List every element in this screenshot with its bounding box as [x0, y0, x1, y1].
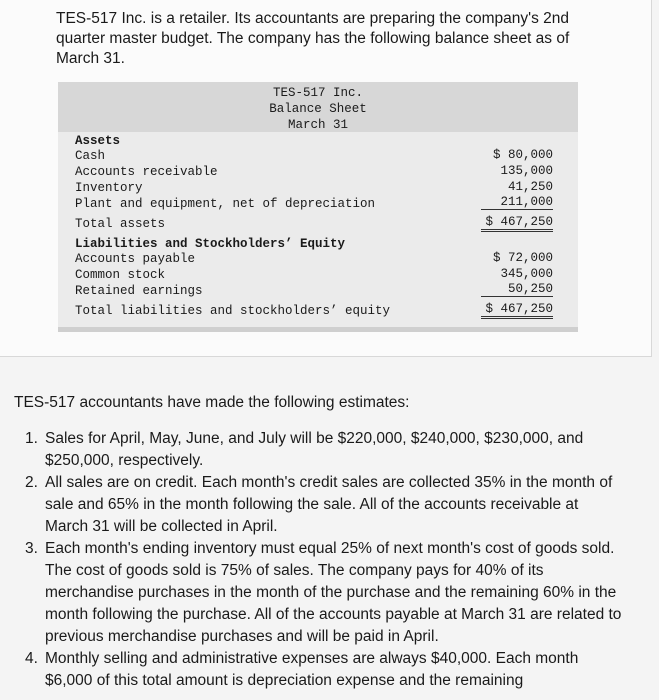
liability-value: $ 72,000	[492, 251, 553, 265]
total-liabilities-label: Total liabilities and stockholders’ equity	[75, 304, 391, 318]
estimate-text: All sales are on credit. Each month's credit sales are collected 35% in the month of sale and 65% in the month following the sale. All of the accounts receivable at March 31 will be collected in April.	[45, 474, 613, 535]
estimate-text: Monthly selling and administrative expenses are always $40,000. Each month $6,000 of this total amount is depreciation expense and the remaining	[45, 650, 579, 689]
asset-value: 41,250	[507, 180, 553, 194]
estimate-number: 3.	[25, 540, 38, 557]
liabilities-heading: Liabilities and Stockholders’ Equity	[75, 237, 346, 251]
estimate-item	[20, 538, 625, 648]
liability-value: 345,000	[500, 267, 553, 281]
total-liabilities-value: $ 467,250	[481, 302, 553, 319]
liability-value: 50,250	[481, 282, 553, 297]
company-name: TES-517 Inc.	[272, 86, 363, 100]
asset-value: 135,000	[500, 164, 553, 178]
estimate-item	[20, 648, 625, 692]
asset-label: Plant and equipment, net of depreciation	[75, 197, 376, 211]
estimates-list	[20, 428, 625, 692]
estimate-number: 1.	[25, 430, 38, 447]
estimate-text: Each month's ending inventory must equal 25% of next month's cost of goods sold. The cost of goods sold is 75% of sales. The company pays for 40% of its merchandise purchases in the month of the purchase and the remaining 60% in the month following the purchase. All of the accounts payable at March 31 are related to previous merchandise purchases and will be paid in April.	[45, 540, 622, 645]
balance-sheet-header	[58, 82, 578, 132]
asset-label: Accounts receivable	[75, 165, 218, 179]
asset-value: $ 80,000	[492, 148, 553, 162]
estimate-item	[20, 428, 625, 472]
statement-name: Balance Sheet	[269, 102, 367, 116]
estimates-title: TES-517 accountants have made the following estimates:	[14, 394, 410, 411]
intro-text: TES-517 Inc. is a retailer. Its accountants are preparing the company's 2nd quarter master budget. The company has the following balance sheet as of March 31.	[56, 10, 570, 67]
estimate-number: 2.	[25, 474, 38, 491]
liability-label: Common stock	[75, 268, 166, 282]
estimate-item	[20, 472, 625, 538]
asset-label: Inventory	[75, 181, 143, 195]
liability-label: Accounts payable	[75, 252, 196, 266]
balance-sheet	[58, 82, 578, 332]
liability-label: Retained earnings	[75, 284, 203, 298]
estimate-text: Sales for April, May, June, and July will be $220,000, $240,000, $230,000, and $250,000, respectively.	[45, 430, 584, 469]
asset-value: 211,000	[481, 195, 553, 210]
estimate-number: 4.	[25, 650, 38, 667]
asset-label: Cash	[75, 149, 106, 163]
sheet-footer-bar	[58, 327, 578, 332]
total-assets-value: $ 467,250	[481, 215, 553, 232]
assets-heading: Assets	[75, 134, 121, 148]
total-assets-label: Total assets	[75, 217, 166, 231]
statement-date: March 31	[287, 118, 348, 132]
